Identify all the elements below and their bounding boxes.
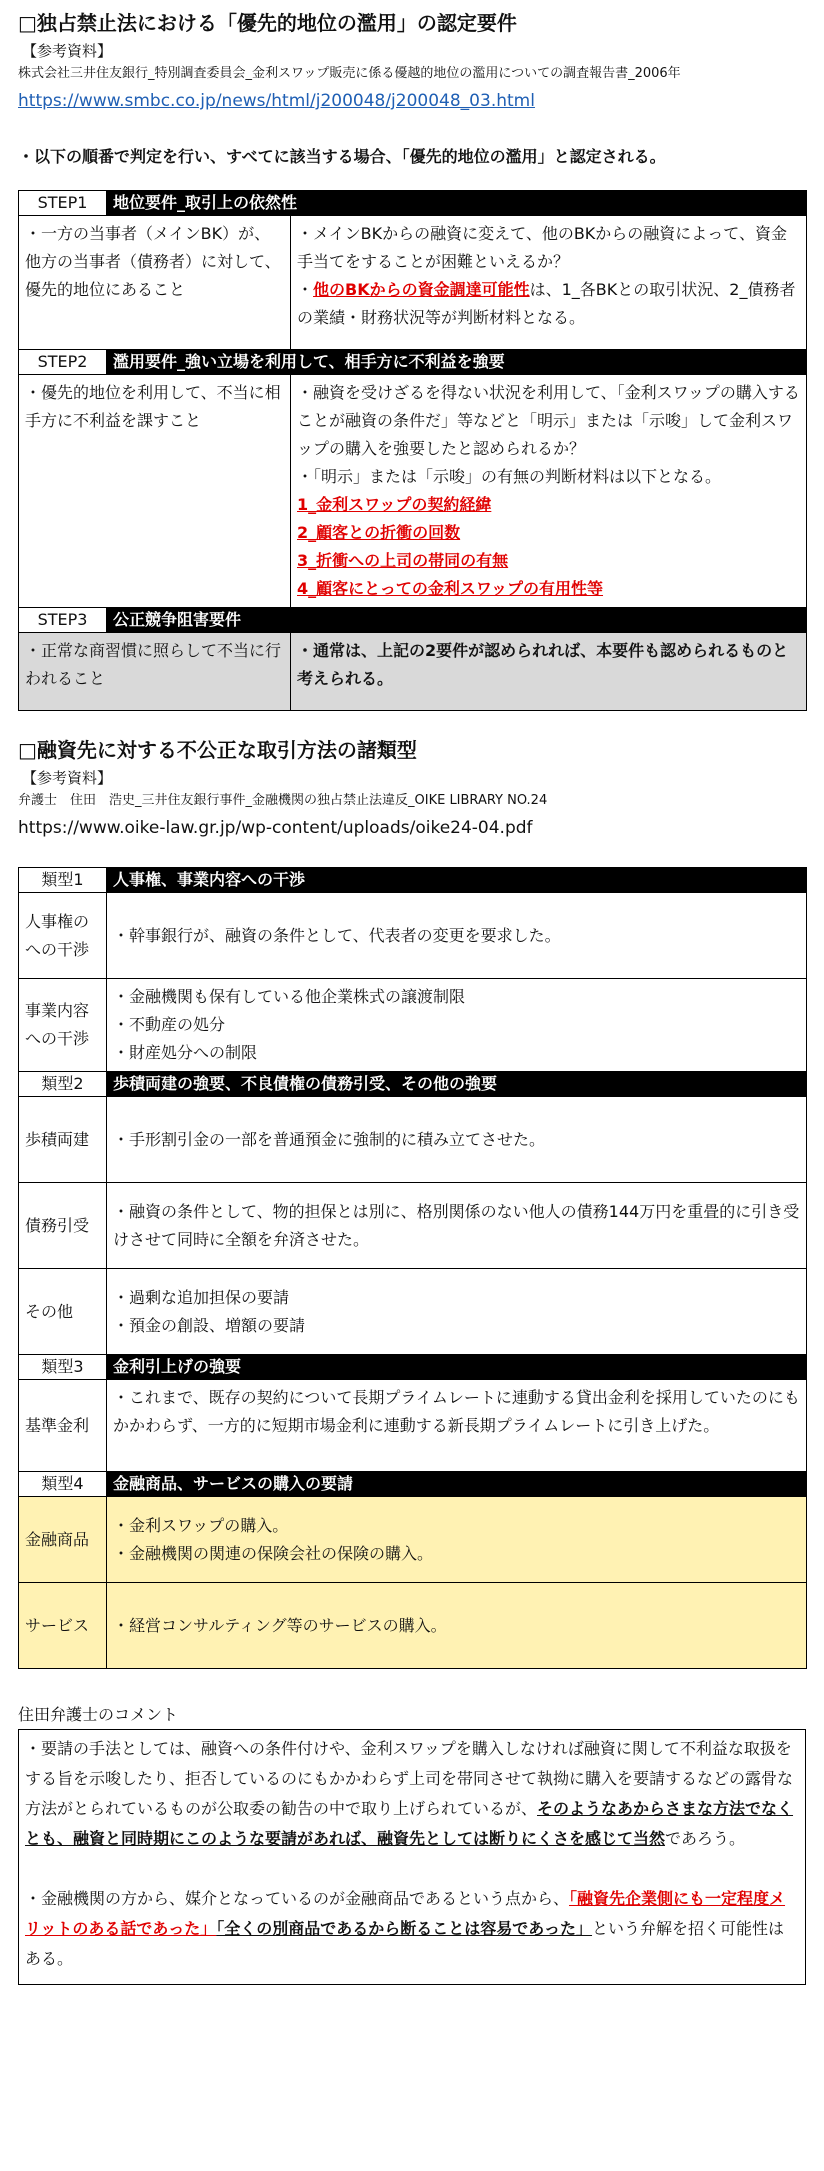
type-header (19, 1355, 807, 1380)
type-row (19, 893, 807, 979)
reference-source: 弁護士 住田 浩史_三井住友銀行事件_金融機関の独占禁止法違反_OIKE LIBRARY NO.24 (18, 793, 548, 808)
type-header (19, 1072, 807, 1097)
step-header (19, 191, 807, 216)
criteria-text: ・「明示」または「示唆」の有無の判断材料は以下となる。 (297, 467, 722, 486)
step-header (19, 350, 807, 375)
types-table (18, 867, 807, 1669)
row-content (107, 1583, 807, 1669)
row-name: サービス (19, 1583, 107, 1669)
comment-text: ・要請の手法としては、融資への条件付けや、金利スワップを購入しなければ融資に関して不利益な取扱をする旨を示唆したり、拒否しているのにもかかわらず上司を帯同させて執拗に購入を要請するなどの露骨な方法がとられているものが公取委の勧告の中で取り上げられているが、 (25, 1739, 794, 1818)
step-body (19, 375, 807, 608)
row-content (107, 1497, 807, 1583)
comment-emphasis: 「全くの別商品であるから断ることは容易であった」 (216, 1919, 593, 1938)
bullet: ・ (297, 280, 314, 299)
row-name: 人事権のへの干渉 (19, 893, 107, 979)
row-content (107, 893, 807, 979)
row-line: ・融資の条件として、物的担保とは別に、格別関係のない他人の債務144万円を重畳的に引き受けさせて同時に全額を弁済させた。 (113, 1201, 800, 1249)
judgement-item: 3_折衝への上司の帯同の有無 (297, 551, 509, 570)
comment-paragraph (25, 1734, 799, 1854)
judgement-item: 2_顧客との折衝の回数 (297, 523, 461, 542)
reference-label: 【参考資料】 (22, 769, 113, 787)
step-condition: ・優先的地位を利用して、不当に相手方に不利益を課すこと (19, 375, 291, 608)
section-2-title: □融資先に対する不公正な取引方法の諸類型 (18, 738, 417, 762)
step-heading: 公正競争阻害要件 (107, 608, 807, 633)
type-row (19, 1269, 807, 1355)
row-content (107, 1269, 807, 1355)
step-header (19, 608, 807, 633)
type-label: 類型2 (19, 1072, 107, 1097)
type-row (19, 1583, 807, 1669)
row-line: ・金利スワップの購入。 (113, 1515, 289, 1535)
type-header (19, 1472, 807, 1497)
row-content (107, 1380, 807, 1472)
comment-highlight: 「融資先企業側にも一定程度メリットのある話であった」 (25, 1889, 786, 1938)
row-name: 金融商品 (19, 1497, 107, 1583)
section-1 (0, 0, 824, 174)
reference-label: 【参考資料】 (22, 42, 113, 60)
type-label: 類型3 (19, 1355, 107, 1380)
step-heading: 濫用要件_強い立場を利用して、相手方に不利益を強要 (107, 350, 807, 375)
row-line: ・不動産の処分 (113, 1015, 226, 1034)
lead-text: ・以下の順番で判定を行い、すべてに該当する場合、「優先的地位の濫用」と認定される。 (18, 147, 666, 166)
step-condition: ・一方の当事者（メインBK）が、他方の当事者（債務者）に対して、優先的地位にあること (19, 216, 291, 350)
requirements-table (18, 190, 807, 711)
row-name: 歩積両建 (19, 1097, 107, 1183)
reference-source: 株式会社三井住友銀行_特別調査委員会_金利スワップ販売に係る優越的地位の濫用についての調査報告書_2006年 (18, 66, 681, 81)
type-heading: 金利引上げの強要 (107, 1355, 807, 1380)
type-label: 類型4 (19, 1472, 107, 1497)
comment-paragraph (25, 1884, 799, 1974)
reference-url: https://www.oike-law.gr.jp/wp-content/uploads/oike24-04.pdf (18, 818, 533, 838)
judgement-item: 4_顧客にとっての金利スワップの有用性等 (297, 579, 604, 598)
row-line: ・金融機関も保有している他企業株式の譲渡制限 (113, 987, 466, 1006)
type-row (19, 1497, 807, 1583)
section-1-title: □独占禁止法における「優先的地位の濫用」の認定要件 (18, 11, 517, 35)
step-label: STEP3 (19, 608, 107, 633)
row-name: 基準金利 (19, 1380, 107, 1472)
highlight-text: 他のBKからの資金調達可能性 (313, 280, 530, 299)
type-heading: 歩積両建の強要、不良債権の債務引受、その他の強要 (107, 1072, 807, 1097)
step-criteria (291, 216, 807, 350)
comment-emphasis: そのようなあからさまな方法でなくとも、融資と同時期にこのような要請があれば、融資先としては断りにくさを感じて当然 (25, 1799, 794, 1848)
comment-text: であろう。 (665, 1829, 746, 1848)
type-heading: 金融商品、サービスの購入の要請 (107, 1472, 807, 1497)
criteria-text (297, 276, 800, 332)
row-content (107, 1183, 807, 1269)
row-name: その他 (19, 1269, 107, 1355)
row-line: ・過剰な追加担保の要請 (113, 1287, 290, 1307)
comment-box (18, 1729, 806, 1985)
type-row (19, 1183, 807, 1269)
type-row (19, 979, 807, 1072)
row-line: ・経営コンサルティング等のサービスの購入。 (113, 1615, 447, 1635)
reference-link[interactable]: https://www.smbc.co.jp/news/html/j200048/j200048_03.html (18, 91, 535, 111)
criteria-text: ・融資を受けざるを得ない状況を利用して、「金利スワップの購入することが融資の条件だ」等などと「明示」または「示唆」して金利スワップの購入を強要したと認められるか？ (297, 383, 800, 458)
step-criteria (291, 375, 807, 608)
step-condition: ・正常な商習慣に照らして不当に行われること (19, 633, 291, 711)
row-content (107, 979, 807, 1072)
type-header (19, 868, 807, 893)
row-line: ・財産処分への制限 (113, 1043, 258, 1062)
step-label: STEP2 (19, 350, 107, 375)
type-heading: 人事権、事業内容への干渉 (107, 868, 807, 893)
row-name: 債務引受 (19, 1183, 107, 1269)
step-body (19, 216, 807, 350)
row-line: ・幹事銀行が、融資の条件として、代表者の変更を要求した。 (113, 925, 561, 945)
type-row (19, 1097, 807, 1183)
comment-label: 住田弁護士のコメント (18, 1705, 179, 1724)
row-name: 事業内容への干渉 (19, 979, 107, 1072)
step-body (19, 633, 807, 711)
row-line: ・手形割引金の一部を普通預金に強制的に積み立てさせた。 (113, 1129, 546, 1149)
type-label: 類型1 (19, 868, 107, 893)
row-line: ・これまで、既存の契約について長期プライムレートに連動する貸出金利を採用していたのにもかかわらず、一方的に短期市場金利に連動する新長期プライムレートに引き上げた。 (113, 1388, 800, 1435)
step-criteria: ・通常は、上記の2要件が認められれば、本要件も認められるものと考えられる。 (291, 633, 807, 711)
row-line: ・金融機関の関連の保険会社の保険の購入。 (113, 1543, 434, 1563)
section-2 (0, 727, 824, 843)
row-line: ・預金の創設、増額の要請 (113, 1315, 306, 1335)
step-heading: 地位要件_取引上の依然性 (107, 191, 807, 216)
criteria-suffix: は、1_各BKとの取引状況、2_債務者の業績・財務状況等が判断材料となる。 (297, 280, 796, 327)
row-content (107, 1097, 807, 1183)
criteria-text: ・メインBKからの融資に変えて、他のBKからの融資によって、資金手当てをすることが困難といえるか？ (297, 224, 787, 271)
step-label: STEP1 (19, 191, 107, 216)
type-row (19, 1380, 807, 1472)
comment-text: ・金融機関の方から、媒介となっているのが金融商品であるという点から、 (25, 1889, 570, 1908)
comment-text: という弁解を招く可能性はある。 (25, 1919, 785, 1968)
judgement-item: 1_金利スワップの契約経緯 (297, 495, 492, 514)
